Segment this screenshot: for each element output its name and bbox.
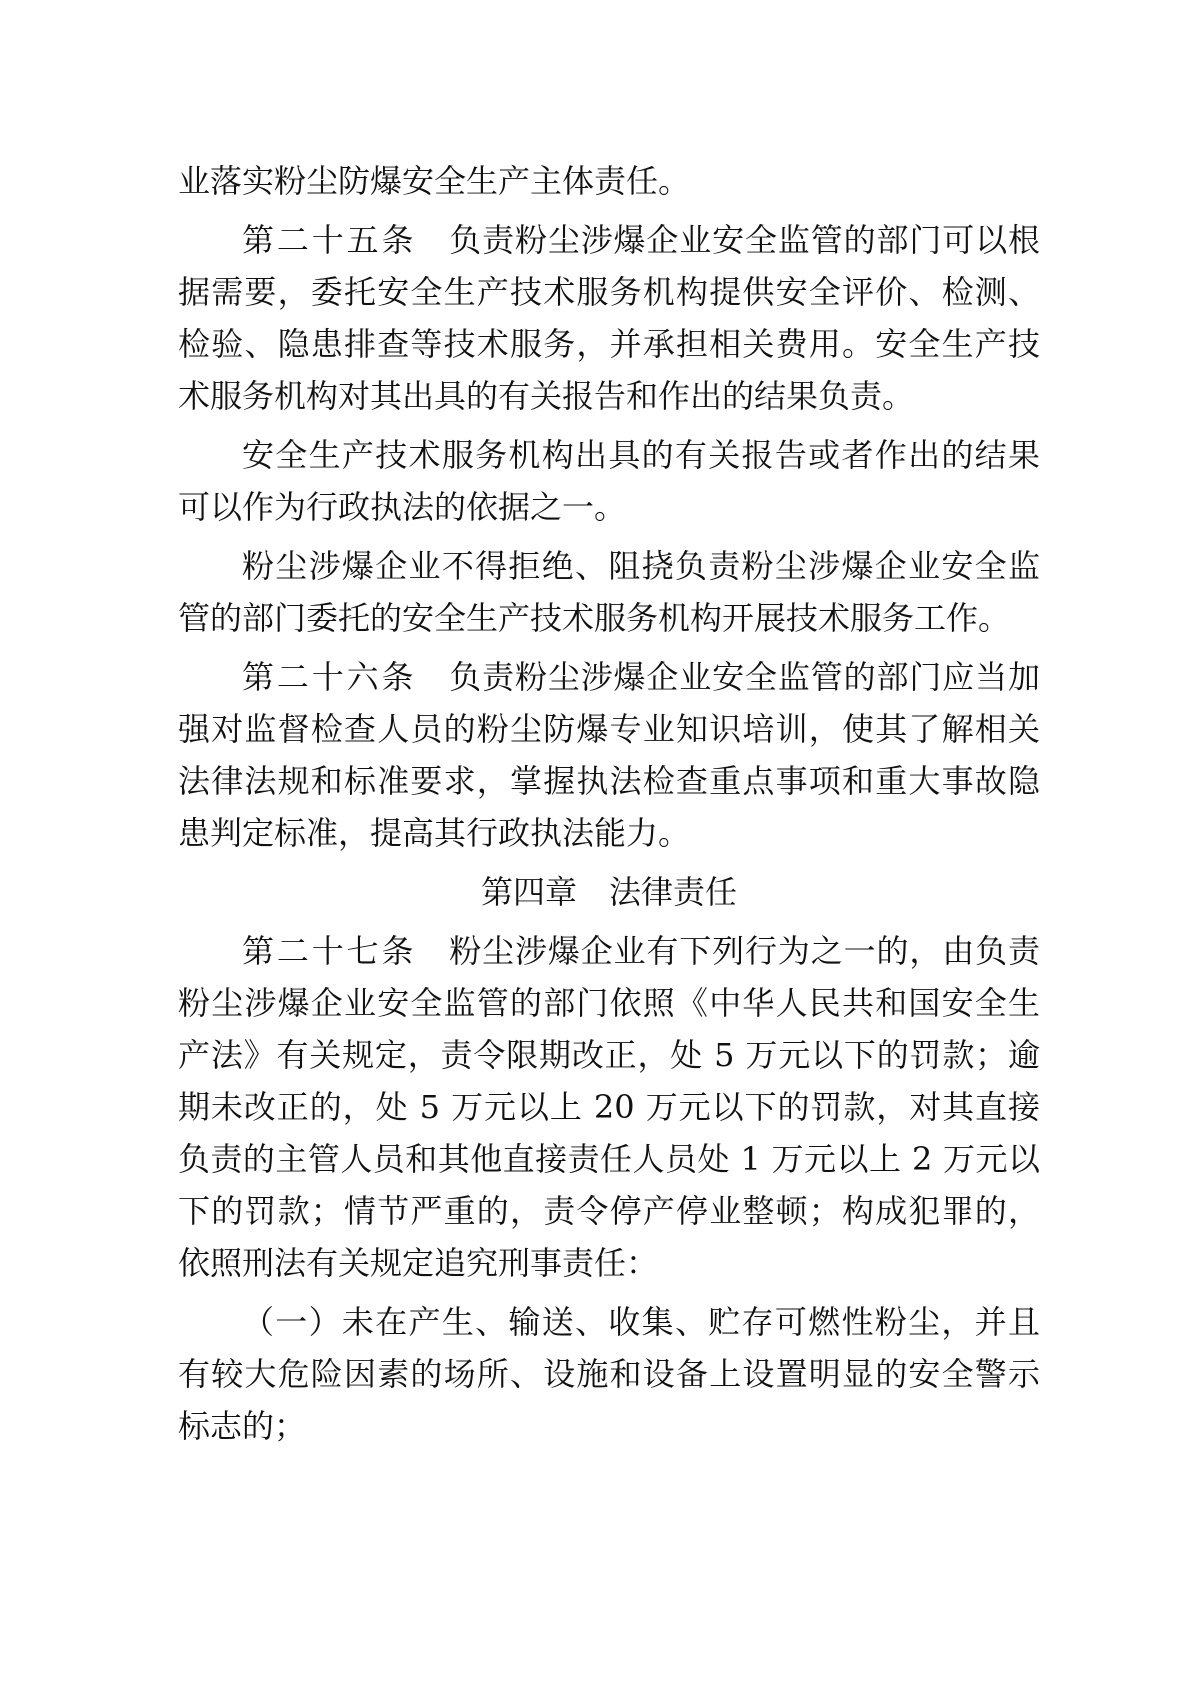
article-27 bbox=[178, 925, 1040, 1289]
list-item-text: （一）未在产生、输送、收集、贮存可燃性粉尘，并且有较大危险因素的场所、设施和设备上设置明显的安全警示标志的； bbox=[178, 1303, 1040, 1445]
article-number: 第二十六条 bbox=[242, 658, 417, 696]
list-item-1 bbox=[178, 1296, 1040, 1452]
article-text: 负责粉尘涉爆企业安全监管的部门可以根据需要，委托安全生产技术服务机构提供安全评价、检测、检验、隐患排查等技术服务，并承担相关费用。安全生产技术服务机构对其出具的有关报告和作出的结果负责。 bbox=[178, 221, 1040, 415]
paragraph-continuation bbox=[178, 155, 1040, 207]
paragraph-text: 粉尘涉爆企业不得拒绝、阻挠负责粉尘涉爆企业安全监管的部门委托的安全生产技术服务机构开展技术服务工作。 bbox=[178, 547, 1040, 637]
article-number: 第二十七条 bbox=[242, 932, 417, 970]
paragraph-text: 业落实粉尘防爆安全生产主体责任。 bbox=[178, 162, 691, 200]
article-26 bbox=[178, 651, 1040, 859]
article-text: 粉尘涉爆企业有下列行为之一的，由负责粉尘涉爆企业安全监管的部门依照《中华人民共和国安全生产法》有关规定，责令限期改正，处 5 万元以下的罚款；逾期未改正的，处 5 万元以上 20 万元以下的罚款，对其直接负责的主管人员和其他直接责任人员处 1 万元以上 2 万元以下的罚款；情节严重的，责令停产停业整顿；构成犯罪的，依照刑法有关规定追究刑事责任： bbox=[178, 932, 1040, 1282]
paragraph-no-obstruction bbox=[178, 540, 1040, 644]
paragraph-text: 安全生产技术服务机构出具的有关报告或者作出的结果可以作为行政执法的依据之一。 bbox=[178, 436, 1040, 526]
document-body bbox=[178, 155, 1040, 1459]
paragraph-report-basis bbox=[178, 429, 1040, 533]
article-text: 负责粉尘涉爆企业安全监管的部门应当加强对监督检查人员的粉尘防爆专业知识培训，使其了解相关法律法规和标准要求，掌握执法检查重点事项和重大事故隐患判定标准，提高其行政执法能力。 bbox=[178, 658, 1040, 852]
chapter-heading: 第四章 法律责任 bbox=[480, 873, 737, 911]
article-25 bbox=[178, 214, 1040, 422]
article-number: 第二十五条 bbox=[242, 221, 417, 259]
